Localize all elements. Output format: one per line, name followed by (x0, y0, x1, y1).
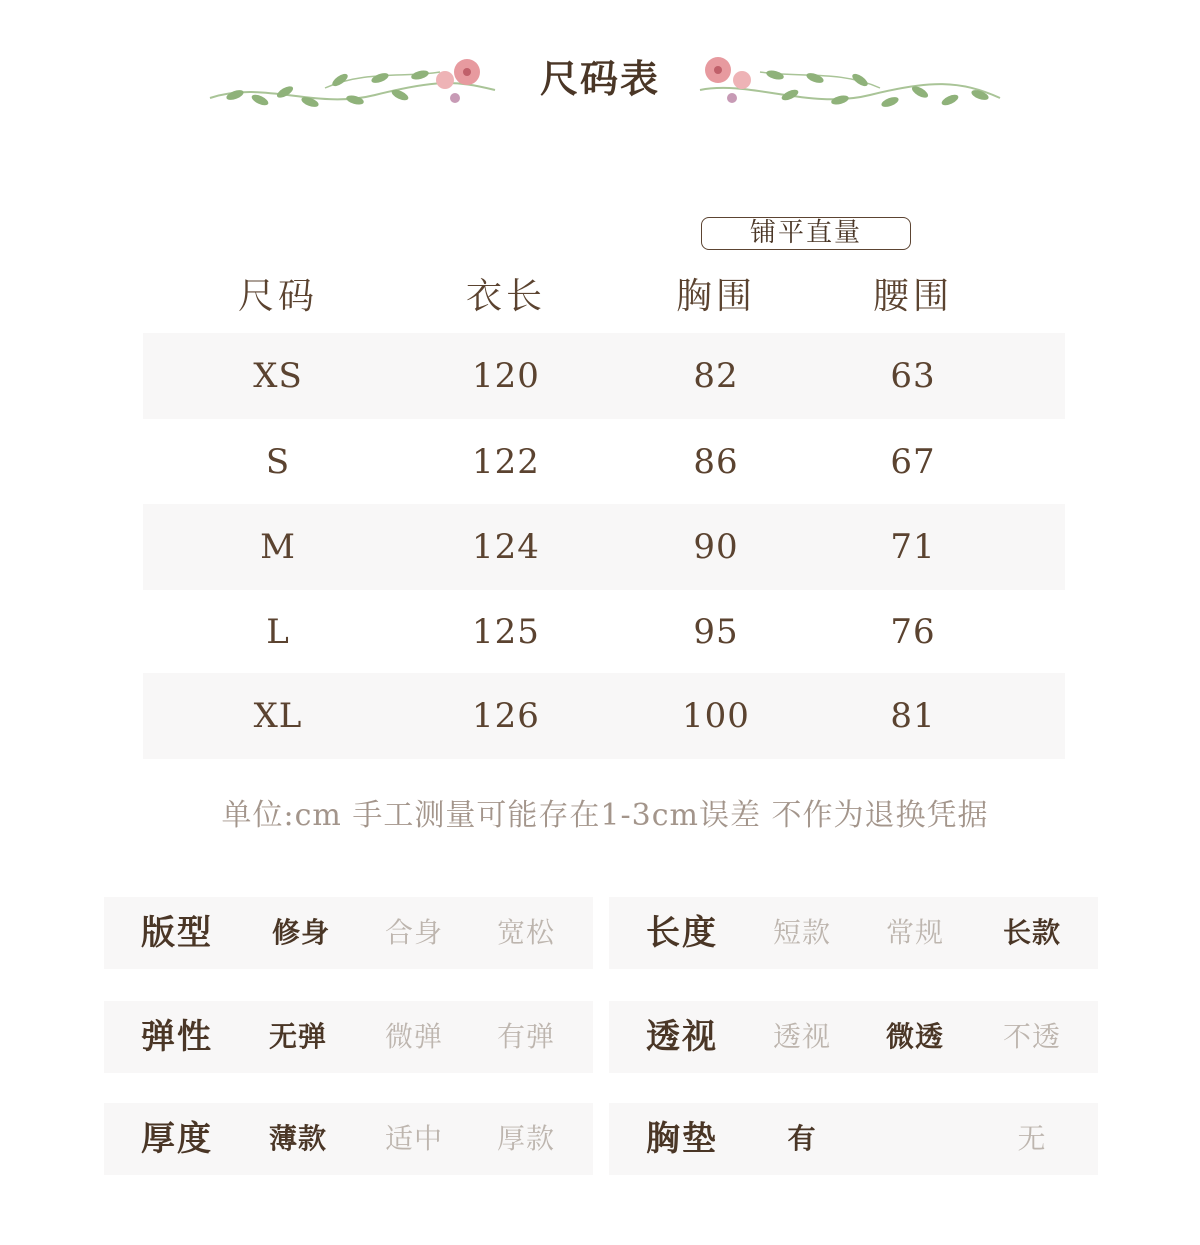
attr-thickness (104, 1103, 593, 1175)
attr-option: 微弹 (384, 1020, 443, 1053)
cell-bust: 82 (693, 356, 739, 396)
attr-length (609, 897, 1098, 969)
attr-fit (104, 897, 593, 969)
table-row (143, 673, 1065, 759)
attr-label: 厚度 (141, 1119, 213, 1159)
attr-option: 无 (1017, 1122, 1047, 1155)
attr-label: 版型 (141, 913, 213, 953)
cell-size: XS (253, 356, 303, 396)
cell-length: 126 (472, 696, 540, 736)
measurement-note: 单位:cm 手工测量可能存在1-3cm误差 不作为退换凭据 (221, 798, 989, 833)
header-size: 尺码 (237, 276, 318, 317)
cell-waist: 76 (890, 612, 936, 652)
cell-length: 125 (472, 612, 540, 652)
attr-label: 弹性 (141, 1017, 213, 1057)
attr-label: 胸垫 (646, 1119, 718, 1159)
attr-option: 宽松 (496, 916, 555, 949)
attr-elasticity (104, 1001, 593, 1073)
cell-length: 124 (472, 527, 540, 567)
attr-option: 适中 (384, 1122, 443, 1155)
cell-waist: 81 (890, 696, 936, 736)
measure-method-badge: 铺平直量 (701, 217, 911, 250)
table-row (143, 589, 1065, 675)
attr-option: 有弹 (496, 1020, 555, 1053)
attr-option: 短款 (772, 916, 831, 949)
cell-size: L (266, 612, 290, 652)
table-row (143, 504, 1065, 590)
attr-option: 不透 (1002, 1020, 1061, 1053)
attr-label: 透视 (646, 1017, 718, 1057)
cell-waist: 71 (890, 527, 936, 567)
cell-size: XL (253, 696, 303, 736)
cell-bust: 100 (682, 696, 750, 736)
attr-option: 厚款 (496, 1122, 555, 1155)
attr-option: 常规 (885, 916, 944, 949)
table-row (143, 419, 1065, 505)
attr-label: 长度 (646, 913, 718, 953)
attr-option: 有 (787, 1122, 817, 1155)
attr-option: 合身 (384, 916, 443, 949)
cell-waist: 67 (890, 442, 936, 482)
attr-option: 透视 (772, 1020, 831, 1053)
cell-bust: 86 (693, 442, 739, 482)
cell-bust: 90 (693, 527, 739, 567)
attr-option: 长款 (1002, 916, 1061, 949)
header-waist: 腰围 (872, 276, 953, 317)
attr-option: 薄款 (268, 1122, 327, 1155)
attr-padding (609, 1103, 1098, 1175)
attr-option: 微透 (885, 1020, 944, 1053)
cell-size: S (265, 442, 291, 482)
cell-size: M (260, 527, 296, 567)
cell-waist: 63 (890, 356, 936, 396)
header-length: 衣长 (465, 276, 546, 317)
cell-length: 120 (472, 356, 540, 396)
cell-length: 122 (472, 442, 540, 482)
page-title: 尺码表 (539, 56, 660, 101)
table-row (143, 333, 1065, 419)
cell-bust: 95 (693, 612, 739, 652)
attr-option: 无弹 (268, 1020, 327, 1053)
attr-sheerness (609, 1001, 1098, 1073)
attr-option: 修身 (271, 916, 330, 949)
header-bust: 胸围 (675, 276, 756, 317)
